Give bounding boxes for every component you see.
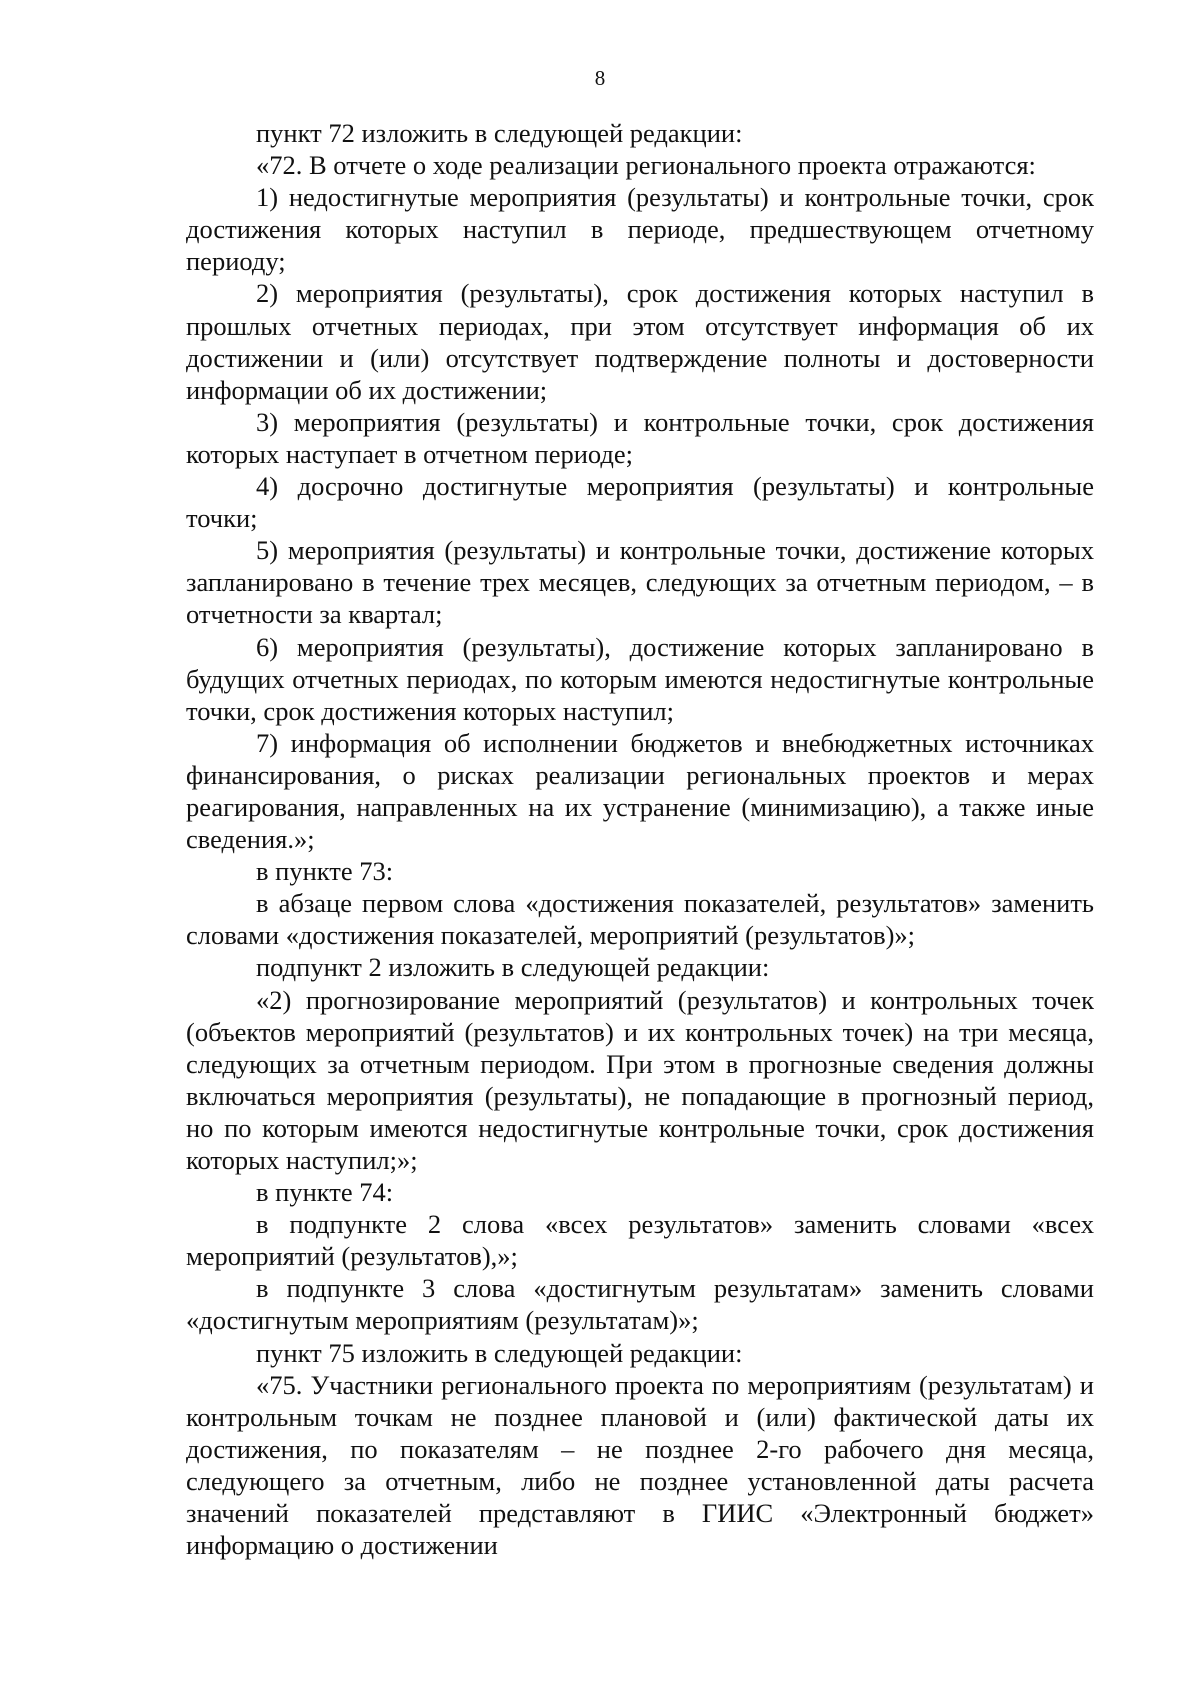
paragraph-list-item-4: 4) досрочно достигнутые мероприятия (результаты) и контрольные точки; [186,471,1094,534]
paragraph-item-73-subitem-2-text: «2) прогнозирование мероприятий (результатов) и контрольных точек (объектов мероприятий (результатов) и их контрольных точек) на три месяца, следующих за отчетным периодом. При этом в прогнозные сведения должны включаться мероприятия (результаты), не попадающие в прогнозный период, но по которым имеются недостигнутые контрольные точки, срок достижения которых наступил;»; [186,984,1094,1175]
paragraph-item-72-heading: «72. В отчете о ходе реализации регионального проекта отражаются: [256,150,1036,181]
paragraph-item-75-text: «75. Участники регионального проекта по мероприятиям (результатам) и контрольным точкам не позднее плановой и (или) фактической даты их достижения, по показателям – не позднее 2-го рабочего дня месяца, следующего за отчетным, либо не позднее установленной даты расчета значений показателей представляют в ГИИС «Электронный бюджет» информацию о достижении [186,1369,1094,1561]
paragraph-item-73-subitem-2-intro: подпункт 2 изложить в следующей редакции: [256,952,770,983]
document-body [186,117,1094,1561]
paragraph-list-item-7: 7) информация об исполнении бюджетов и внебюджетных источниках финансирования, о рисках реализации региональных проектов и мерах реагирования, направленных на их устранение (минимизацию), а также иные сведения.»; [186,727,1094,855]
paragraph-item-74-subitem-3: в подпункте 3 слова «достигнутым результатам» заменить словами «достигнутым мероприятиям (результатам)»; [186,1273,1094,1336]
paragraph-list-item-6: 6) мероприятия (результаты), достижение которых запланировано в будущих отчетных периодах, по которым имеются недостигнутые контрольные точки, срок достижения которых наступил; [186,631,1094,726]
paragraph-item-75-intro: пункт 75 изложить в следующей редакции: [256,1337,743,1368]
page-number: 8 [594,66,606,90]
paragraph-item-74-intro: в пункте 74: [256,1177,394,1208]
paragraph-list-item-3: 3) мероприятия (результаты) и контрольные точки, срок достижения которых наступает в отчетном периоде; [186,406,1094,469]
paragraph-item-74-subitem-2: в подпункте 2 слова «всех результатов» заменить словами «всех мероприятий (результатов),»; [186,1209,1094,1272]
paragraph-item-73-intro: в пункте 73: [256,856,394,887]
paragraph-item-73-first-abzac: в абзаце первом слова «достижения показателей, результатов» заменить словами «достижения показателей, мероприятий (результатов)»; [186,888,1094,951]
paragraph-list-item-5: 5) мероприятия (результаты) и контрольные точки, достижение которых запланировано в течение трех месяцев, следующих за отчетным периодом, – в отчетности за квартал; [186,535,1094,630]
paragraph-list-item-1: 1) недостигнутые мероприятия (результаты) и контрольные точки, срок достижения которых наступил в периоде, предшествующем отчетному периоду; [186,182,1094,277]
paragraph-item-72-intro: пункт 72 изложить в следующей редакции: [256,118,743,148]
paragraph-list-item-2: 2) мероприятия (результаты), срок достижения которых наступил в прошлых отчетных периодах, при этом отсутствует информация об их достижении и (или) отсутствует подтверждение полноты и достоверности информации об их достижении; [186,278,1094,405]
